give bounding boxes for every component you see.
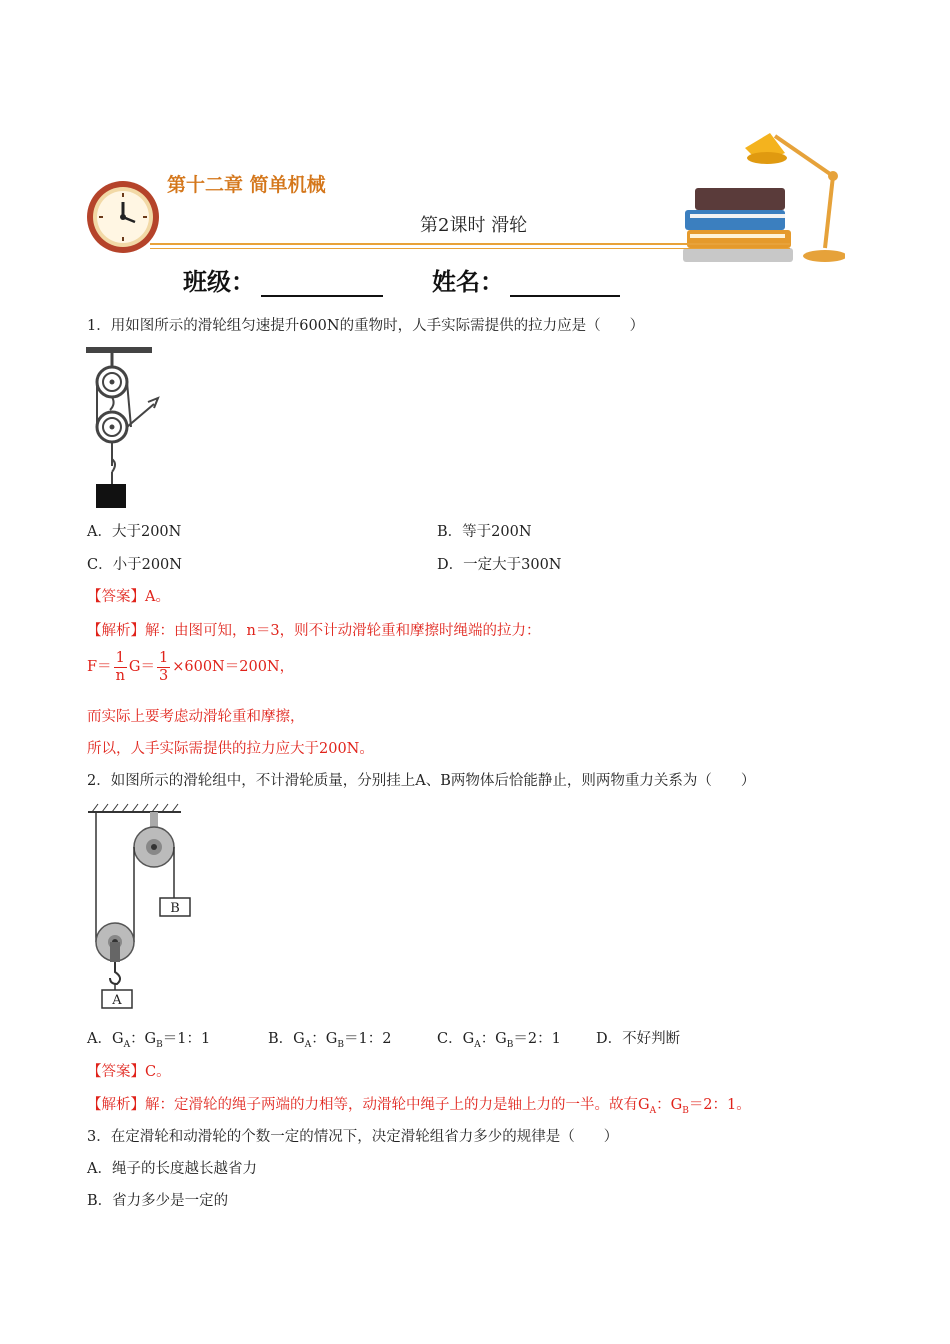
q1-formula-g: G＝	[128, 659, 155, 676]
q2-label-b: B	[170, 901, 180, 916]
q1-fraction-1-over-n: $\frac{1}{n}$	[115, 650, 125, 684]
books-lamp-icon	[675, 118, 845, 268]
q3-option-a[interactable]: A．绳子的长度越长越省力	[87, 1161, 257, 1177]
header-rule-thin	[150, 248, 790, 249]
q2-option-a[interactable]: A．$G_A$：$G_B=1$：1	[87, 1031, 211, 1050]
q1-answer-value: A。	[145, 589, 170, 605]
class-blank[interactable]	[261, 269, 383, 297]
q2-answer	[87, 1060, 171, 1081]
q1-stem: 1．用如图所示的滑轮组匀速提升600N的重物时，人手实际需提供的拉力应是（ ）	[87, 318, 645, 334]
lesson-title: 第2课时 滑轮	[420, 215, 528, 236]
q1-formula	[87, 650, 294, 684]
q1-answer-label: 【答案】	[87, 589, 145, 605]
q2-answer-value: C。	[145, 1064, 171, 1080]
class-label: 班级：	[183, 268, 255, 296]
q1-analysis-label: 【解析】	[87, 623, 145, 639]
q2-analysis-label: 【解析】	[87, 1097, 145, 1113]
q1-option-c[interactable]: C．小于200N	[87, 557, 182, 573]
q1-analysis-line3: 所以，人手实际需提供的拉力应大于200N。	[87, 741, 374, 757]
q1-analysis-text1: 解：由图可知，n＝3，则不计动滑轮重和摩擦时绳端的拉力：	[145, 623, 541, 639]
q1-analysis-line1	[87, 619, 541, 640]
name-blank[interactable]	[510, 269, 620, 297]
q3-stem: 3．在定滑轮和动滑轮的个数一定的情况下，决定滑轮组省力多少的规律是（ ）	[87, 1129, 619, 1145]
q1-formula-rest: ×600N＝200N，	[172, 659, 295, 676]
q2-option-b[interactable]: B．$G_A$：$G_B=1$：2	[268, 1031, 392, 1050]
q1-option-d[interactable]: D．一定大于300N	[437, 557, 562, 573]
q2-stem: 2．如图所示的滑轮组中，不计滑轮质量，分别挂上A、B两物体后恰能静止，则两物重力关系为（ ）	[87, 773, 756, 789]
q1-fraction-1-over-3: $\frac{1}{3}$	[159, 650, 169, 684]
q2-option-c[interactable]: C．$G_A$：$G_B=2$：1	[437, 1031, 561, 1050]
q1-pulley-figure	[86, 344, 166, 510]
header-rule	[150, 243, 790, 245]
q2-pulley-figure	[86, 802, 196, 1010]
q2-answer-label: 【答案】	[87, 1064, 145, 1080]
q1-option-b[interactable]: B．等于200N	[437, 524, 532, 540]
q3-option-b[interactable]: B．省力多少是一定的	[87, 1193, 229, 1209]
q1-answer	[87, 585, 170, 606]
q2-label-a: A	[112, 993, 122, 1008]
q1-option-a[interactable]: A．大于200N	[87, 524, 182, 540]
name-field	[432, 262, 620, 297]
name-label: 姓名：	[432, 268, 504, 296]
q1-formula-f: F＝	[87, 659, 112, 676]
chapter-title: 第十二章 简单机械	[167, 174, 326, 196]
q1-analysis-line2: 而实际上要考虑动滑轮重和摩擦，	[87, 709, 305, 725]
q2-option-d[interactable]: D．不好判断	[596, 1031, 681, 1047]
class-field	[183, 262, 383, 297]
q2-analysis: 【解析】解：定滑轮的绳子两端的力相等，动滑轮中绳子上的力是轴上力的一半。故有$G_A$：$G_B=2$：1。	[87, 1097, 751, 1116]
